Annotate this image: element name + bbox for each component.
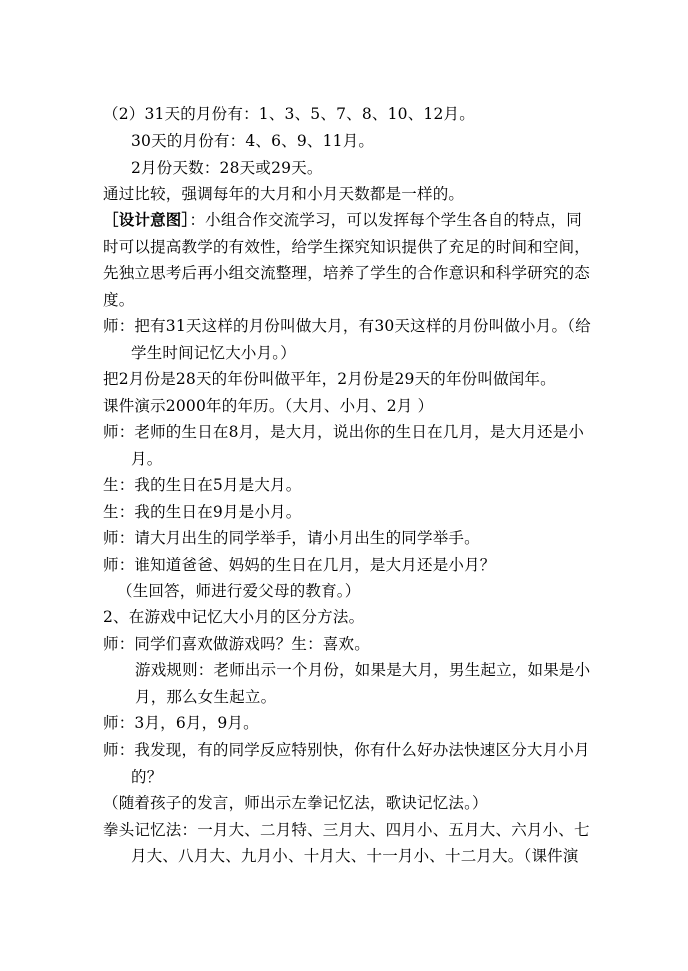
text-line-27: （随着孩子的发言，师出示左拳记忆法，歌诀记忆法。）	[103, 794, 488, 812]
text-line-29: 月大、八月大、九月小、十月大、十一月小、十二月大。（课件演	[131, 847, 579, 865]
text-line-28: 拳头记忆法：一月大、二月特、三月大、四月小、五月大、六月小、七	[103, 821, 590, 839]
text-line-21: 师：同学们喜欢做游戏吗？生：喜欢。	[103, 635, 370, 653]
text-line-10: 学生时间记忆大小月。）	[131, 344, 296, 362]
text-line-12: 课件演示2000年的年历。（大月、小月、2月 ）	[103, 397, 434, 415]
design-intent-text: ：小组合作交流学习，可以发挥每个学生各自的特点，同	[189, 211, 582, 229]
text-line-24: 师：3月，6月，9月。	[103, 714, 259, 732]
design-intent-label: ［设计意图］	[103, 210, 190, 229]
text-line-26: 的？	[131, 768, 163, 786]
text-line-9: 师：把有31天这样的月份叫做大月，有30天这样的月份叫做小月。（给	[103, 317, 591, 335]
text-line-7: 先独立思考后再小组交流整理，培养了学生的合作意识和科学研究的态	[103, 264, 590, 282]
text-line-15: 生：我的生日在5月是大月。	[103, 476, 302, 494]
text-line-13: 师：老师的生日在8月，是大月，说出你的生日在几月，是大月还是小	[103, 423, 585, 441]
text-line-20: 2、在游戏中记忆大小月的区分方法。	[103, 608, 365, 626]
text-line-11: 把2月份是28天的年份叫做平年，2月份是29天的年份叫做闰年。	[103, 370, 556, 388]
text-line-8: 度。	[103, 291, 135, 309]
text-line-18: 师：谁知道爸爸、妈妈的生日在几月，是大月还是小月？	[103, 556, 496, 574]
design-intent-line	[103, 210, 590, 230]
text-line-22: 游戏规则：老师出示一个月份，如果是大月，男生起立，如果是小	[135, 661, 591, 679]
text-line-4: 通过比较，强调每年的大月和小月天数都是一样的。	[103, 185, 465, 203]
text-line-17: 师：请大月出生的同学举手，请小月出生的同学举手。	[103, 529, 480, 547]
text-line-2: 30天的月份有：4、6、9、11月。	[131, 132, 375, 150]
text-line-1: （2）31天的月份有：1、3、5、7、8、10、12月。	[103, 105, 475, 123]
text-line-19: （生回答，师进行爱父母的教育。）	[117, 582, 361, 600]
text-line-23: 月，那么女生起立。	[135, 688, 277, 706]
text-line-25: 师：我发现，有的同学反应特别快，你有什么好办法快速区分大月小月	[103, 741, 590, 759]
text-line-3: 2月份天数：28天或29天。	[131, 159, 323, 177]
text-line-6: 时可以提高教学的有效性，给学生探究知识提供了充足的时间和空间，	[103, 238, 590, 256]
text-line-14: 月。	[131, 450, 163, 468]
text-line-16: 生：我的生日在9月是小月。	[103, 503, 302, 521]
